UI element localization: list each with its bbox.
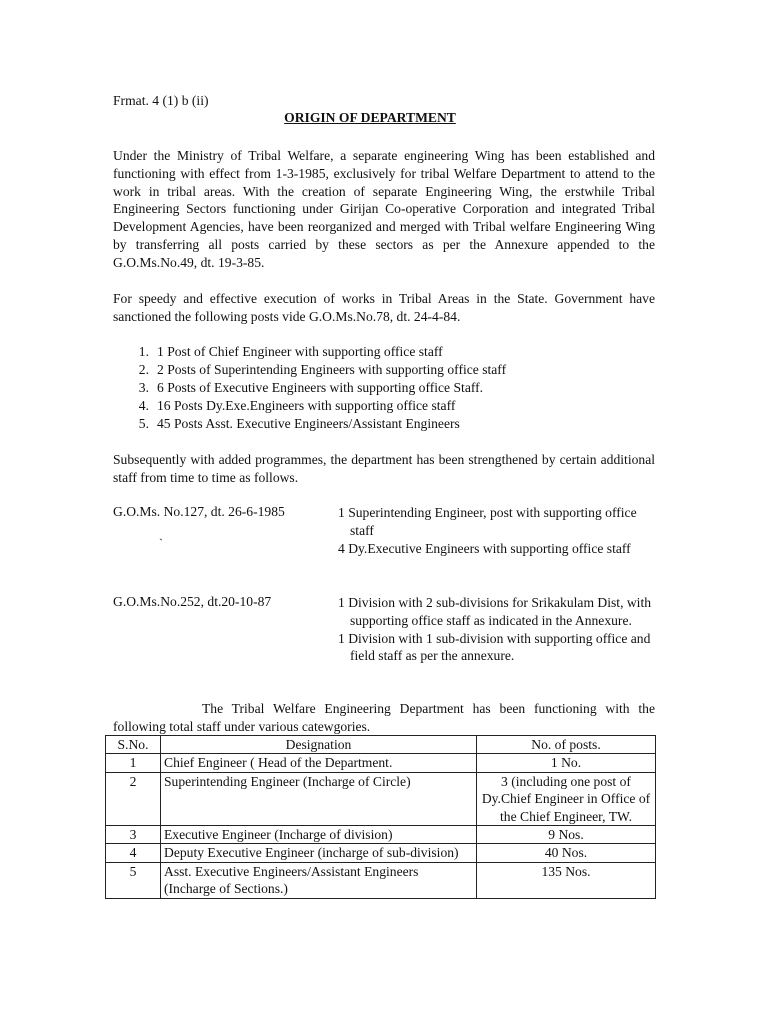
table-row [106,826,656,844]
cell-sno: 4 [106,844,161,862]
cell-designation: Asst. Executive Engineers/Assistant Engineers (Incharge of Sections.) [161,862,477,898]
cell-designation: Chief Engineer ( Head of the Department. [161,754,477,772]
table-row [106,772,656,825]
cell-designation: Executive Engineer (Incharge of division) [161,826,477,844]
stray-mark: ` [159,536,163,550]
cell-designation: Superintending Engineer (Incharge of Circle) [161,772,477,825]
list-item: 5. 45 Posts Asst. Executive Engineers/Assistant Engineers [138,416,460,431]
list-item: 2. 2 Posts of Superintending Engineers with supporting office staff [138,362,507,377]
go-reference-127: G.O.Ms. No.127, dt. 26-6-1985 [113,504,285,519]
paragraph-sanction: For speedy and effective execution of works in Tribal Areas in the State. Government have sanctioned the following posts vide G.O.Ms.No.78, dt. 24-4-84. [113,291,655,324]
paragraph-subsequent: Subsequently with added programmes, the department has been strengthened by certain additional staff from time to time as follows. [113,452,655,485]
cell-posts: 9 Nos. [477,826,656,844]
column-header-designation: Designation [161,736,477,754]
list-item: 1. 1 Post of Chief Engineer with supporting office staff [138,344,443,359]
paragraph-origin: Under the Ministry of Tribal Welfare, a separate engineering Wing has been established and functioning with effect from 1-3-1985, exclusively for tribal Welfare Department to attend to the work in tribal areas. With the creation of separate Engineering Wing, the erstwhile Tribal Engineering Sectors functioning under Girijan Co-operative Corporation and integrated Tribal Development Agencies, have been reorganized and merged with Tribal welfare Engineering Wing by transferring all posts carried by these sectors as per the Annexure appended to the G.O.Ms.No.49, dt. 19-3-85. [113,148,655,270]
go-items-252 [338,594,660,665]
go-items-127 [338,504,660,557]
staff-table [105,735,656,899]
page-title: ORIGIN OF DEPARTMENT [284,110,456,125]
list-item: 4. 16 Posts Dy.Exe.Engineers with supporting office staff [138,398,456,413]
paragraph-staff-intro: The Tribal Welfare Engineering Department has been functioning with the following total staff under various catewgories. [113,701,655,734]
go-item: 1 Division with 2 sub-divisions for Srikakulam Dist, with supporting office staff as indicated in the Annexure. [338,595,652,628]
go-item: 1 Superintending Engineer, post with supporting office staff [338,505,637,538]
table-header-row [106,736,656,754]
cell-sno: 5 [106,862,161,898]
column-header-sno: S.No. [106,736,161,754]
table-row [106,844,656,862]
cell-sno: 1 [106,754,161,772]
table-row [106,754,656,772]
cell-posts: 1 No. [477,754,656,772]
table-row [106,862,656,898]
cell-designation: Deputy Executive Engineer (incharge of sub-division) [161,844,477,862]
go-reference-252: G.O.Ms.No.252, dt.20-10-87 [113,594,272,609]
column-header-posts: No. of posts. [477,736,656,754]
go-item: 1 Division with 1 sub-division with supporting office and field staff as per the annexure. [338,630,651,664]
cell-posts: 3 (including one post of Dy.Chief Engineer in Office of the Chief Engineer, TW. [477,772,656,825]
go-item: 4 Dy.Executive Engineers with supporting office staff [338,540,631,556]
sanctioned-posts-list [113,343,655,433]
cell-posts: 135 Nos. [477,862,656,898]
cell-posts: 40 Nos. [477,844,656,862]
format-reference: Frmat. 4 (1) b (ii) [113,93,209,108]
list-item: 3. 6 Posts of Executive Engineers with supporting office Staff. [138,380,484,395]
cell-sno: 2 [106,772,161,825]
cell-sno: 3 [106,826,161,844]
